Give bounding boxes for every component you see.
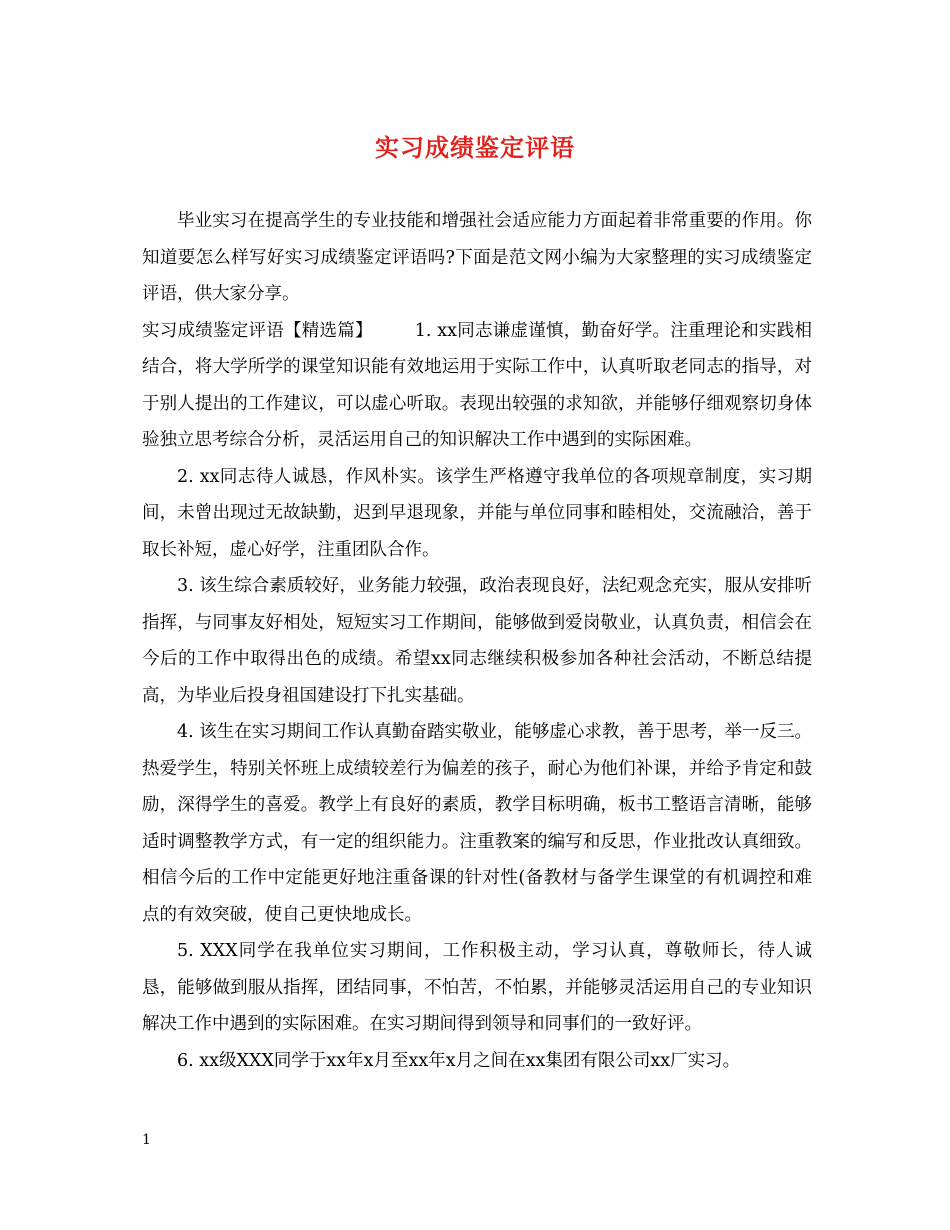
evaluation-item-6: 6. xx级XXX同学于xx年x月至xx年x月之间在xx集团有限公司xx厂实习。 xyxy=(177,1050,741,1071)
evaluation-item-3: 3. 该生综合素质较好，业务能力较强，政治表现良好，法纪观念充实，服从安排听指挥，与同事友好相处，短短实习工作期间，能够做到爱岗敬业，认真负责，相信会在今后的工作中取得出色的成绩。希望xx同志继续积极参加各种社会活动，不断总结提高，为毕业后投身祖国建设打下扎实基础。 xyxy=(142,576,812,706)
evaluation-item-1-text: 1. xx同志谦虚谨慎，勤奋好学。注重理论和实践相结合，将大学所学的课堂知识能有效地运用于实际工作中，认真听取老同志的指导，对于别人提出的工作建议，可以虚心听取。表现出较强的求知欲，并能够仔细观察切身体验独立思考综合分析，灵活运用自己的知识解决工作中遇到的实际困难。 xyxy=(142,320,812,450)
page-number: 1 xyxy=(142,1132,151,1148)
section-heading: 实习成绩鉴定评语【精选篇】 xyxy=(142,320,373,341)
document-body xyxy=(142,203,812,1079)
page-title: 实习成绩鉴定评语 xyxy=(375,133,575,162)
evaluation-item-4: 4. 该生在实习期间工作认真勤奋踏实敬业，能够虚心求教，善于思考，举一反三。热爱学生，特别关怀班上成绩较差行为偏差的孩子，耐心为他们补课，并给予肯定和鼓励，深得学生的喜爱。教学上有良好的素质，教学目标明确，板书工整语言清晰，能够适时调整教学方式，有一定的组织能力。注重教案的编写和反思，作业批改认真细致。相信今后的工作中定能更好地注重备课的针对性(备教材与备学生课堂的有机调控和难点的有效突破，使自己更快地成长。 xyxy=(142,722,812,925)
evaluation-item-2: 2. xx同志待人诚恳，作风朴实。该学生严格遵守我单位的各项规章制度，实习期间，未曾出现过无故缺勤，迟到早退现象，并能与单位同事和睦相处，交流融洽，善于取长补短，虚心好学，注重团队合作。 xyxy=(142,466,812,560)
evaluation-item-1 xyxy=(142,313,812,459)
evaluation-item-5: 5. XXX同学在我单位实习期间，工作积极主动，学习认真，尊敬师长，待人诚恳，能够做到服从指挥，团结同事，不怕苦，不怕累，并能够灵活运用自己的专业知识解决工作中遇到的实际困难。在实习期间得到领导和同事们的一致好评。 xyxy=(142,941,812,1034)
intro-paragraph: 毕业实习在提高学生的专业技能和增强社会适应能力方面起着非常重要的作用。你知道要怎么样写好实习成绩鉴定评语吗?下面是范文网小编为大家整理的实习成绩鉴定评语，供大家分享。 xyxy=(142,211,812,304)
